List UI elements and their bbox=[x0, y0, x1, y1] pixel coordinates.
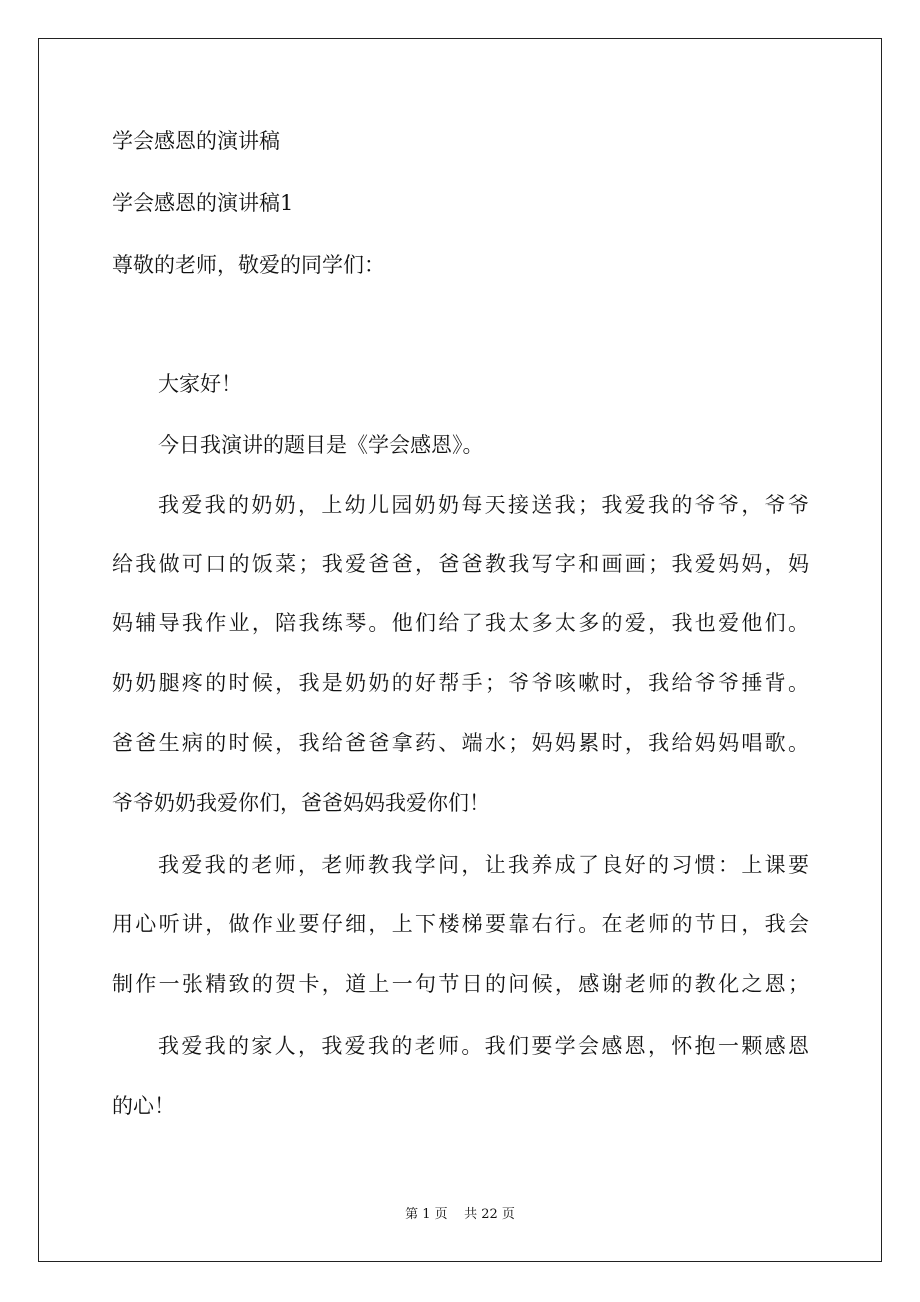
paragraph3-line-2: 的心！ bbox=[112, 1094, 175, 1118]
greeting: 大家好！ bbox=[158, 372, 242, 396]
paragraph2-line-3: 制作一张精致的贺卡，道上一句节日的问候，感谢老师的教化之恩； bbox=[112, 972, 809, 996]
intro-line: 今日我演讲的题目是《学会感恩》。 bbox=[158, 433, 484, 457]
paragraph1-line-6: 爷爷奶奶我爱你们，爸爸妈妈我爱你们！ bbox=[112, 791, 490, 815]
document-subtitle: 学会感恩的演讲稿1 bbox=[112, 191, 294, 215]
paragraph2-line-2: 用心听讲，做作业要仔细，上下楼梯要靠右行。在老师的节日，我会 bbox=[112, 912, 809, 936]
paragraph1-line-5: 爸爸生病的时候，我给爸爸拿药、端水；妈妈累时，我给妈妈唱歌。 bbox=[112, 731, 809, 755]
document-title: 学会感恩的演讲稿 bbox=[112, 129, 280, 153]
paragraph1-line-2: 给我做可口的饭菜；我爱爸爸，爸爸教我写字和画画；我爱妈妈，妈 bbox=[112, 552, 809, 576]
paragraph3-line-1: 我爱我的家人，我爱我的老师。我们要学会感恩，怀抱一颗感恩 bbox=[158, 1034, 809, 1058]
page-border bbox=[38, 38, 882, 1262]
paragraph1-line-1: 我爱我的奶奶，上幼儿园奶奶每天接送我；我爱我的爷爷，爷爷 bbox=[158, 493, 809, 517]
paragraph1-line-4: 奶奶腿疼的时候，我是奶奶的好帮手；爷爷咳嗽时，我给爷爷捶背。 bbox=[112, 671, 809, 695]
salutation: 尊敬的老师，敬爱的同学们： bbox=[112, 253, 385, 277]
paragraph2-line-1: 我爱我的老师，老师教我学问，让我养成了良好的习惯：上课要 bbox=[158, 853, 809, 877]
page-number-footer: 第 1 页 共 22 页 bbox=[405, 1207, 515, 1222]
paragraph1-line-3: 妈辅导我作业，陪我练琴。他们给了我太多太多的爱，我也爱他们。 bbox=[112, 611, 809, 635]
